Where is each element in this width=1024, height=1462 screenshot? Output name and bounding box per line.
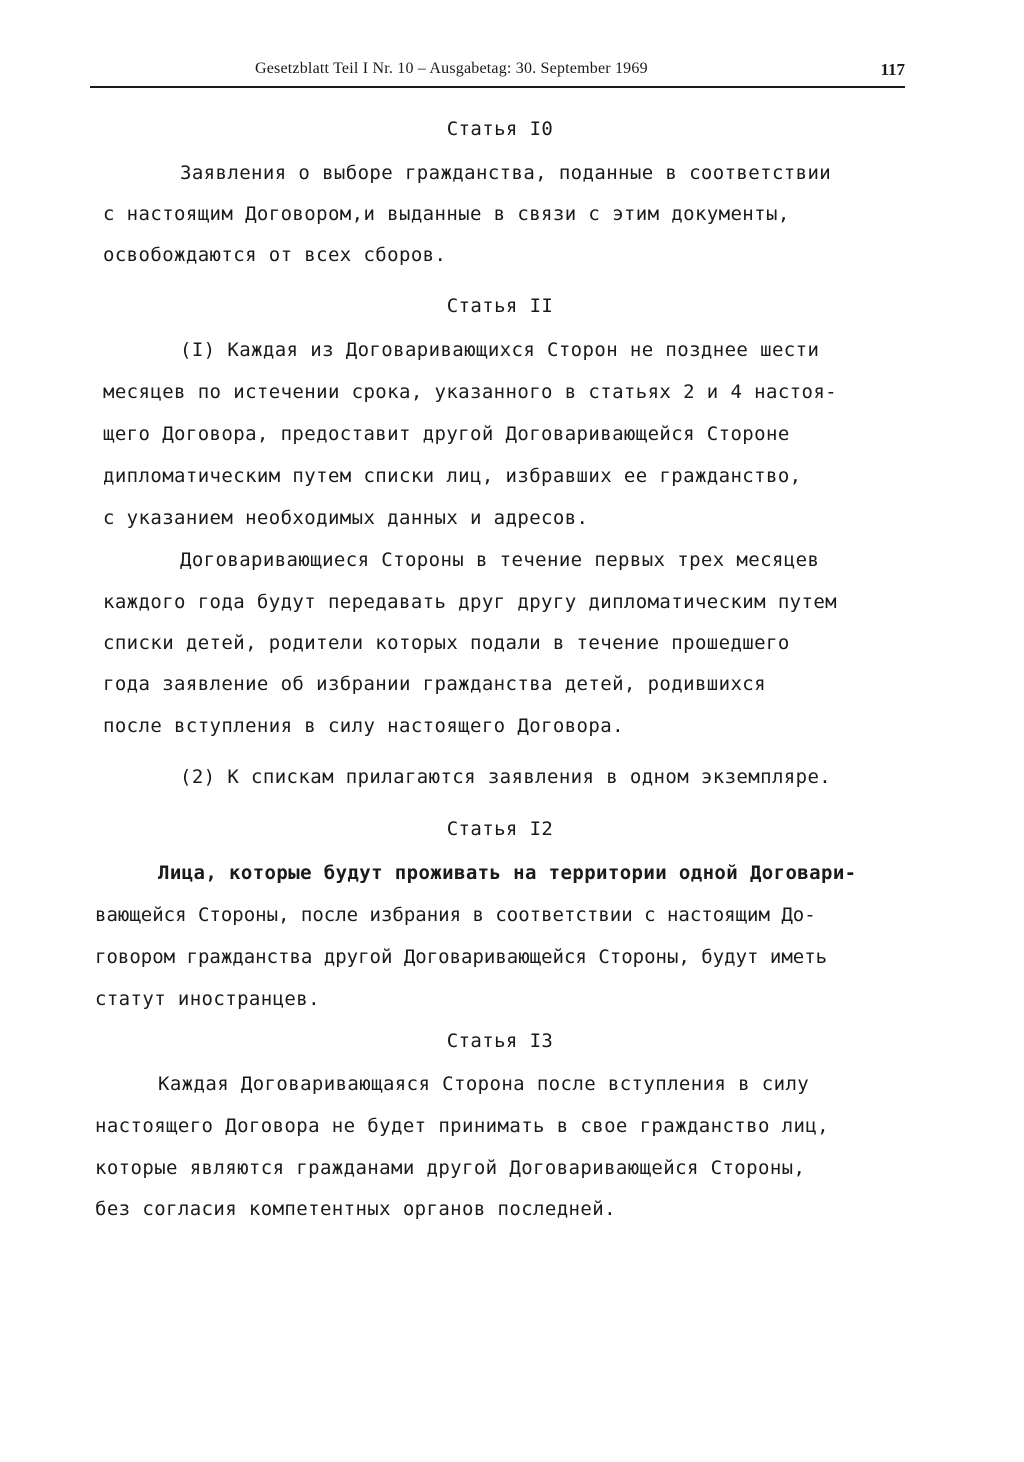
article-13-line-4: без согласия компетентных органов последней.	[95, 1198, 616, 1220]
article-11-line-11: (2) К спискам прилагаются заявления в одном экземпляре.	[180, 766, 832, 788]
article-11-line-8: списки детей, родители которых подали в течение прошедшего	[103, 632, 790, 654]
article-11-line-3: щего Договора, предоставит другой Договаривающейся Стороне	[103, 423, 790, 445]
article-11-line-5: с указанием необходимых данных и адресов.	[103, 507, 589, 529]
article-10-heading: Статья I0	[446, 118, 554, 140]
article-13-heading: Статья I3	[446, 1030, 554, 1052]
article-11-line-4: дипломатическим путем списки лиц, избравших ее гражданство,	[103, 465, 802, 487]
article-10-line-2: с настоящим Договором,и выданные в связи с этим документы,	[103, 203, 790, 225]
article-11-line-2: месяцев по истечении срока, указанного в статьях 2 и 4 настоя-	[103, 381, 838, 403]
article-11-line-10: после вступления в силу настоящего Договора.	[103, 715, 624, 737]
page-header	[90, 54, 905, 88]
article-10-line-1: Заявления о выборе гражданства, поданные в соответствии	[180, 162, 832, 184]
article-11-line-9: года заявление об избрании гражданства детей, родившихся	[103, 673, 766, 695]
article-11-heading: Статья II	[446, 295, 554, 317]
article-11-line-6: Договаривающиеся Стороны в течение первых трех месяцев	[180, 549, 820, 571]
article-13-line-2: настоящего Договора не будет принимать в свое гражданство лиц,	[95, 1115, 830, 1137]
article-12-line-3: говором гражданства другой Договаривающейся Стороны, будут иметь	[95, 946, 828, 968]
article-12-heading: Статья I2	[446, 818, 554, 840]
article-12-line-2: вающейся Стороны, после избрания в соответствии с настоящим До-	[95, 904, 816, 926]
article-13-line-3: которые являются гражданами другой Договаривающейся Стороны,	[95, 1157, 806, 1179]
article-12-line-4: статут иностранцев.	[95, 988, 320, 1010]
article-12-line-1: Лица, которые будут проживать на территории одной Договари-	[158, 862, 857, 884]
page-number: 117	[880, 60, 905, 79]
article-10-line-3: освобождаются от всех сборов.	[103, 244, 447, 266]
article-13-line-1: Каждая Договаривающаяся Сторона после вступления в силу	[158, 1073, 810, 1095]
article-11-line-7: каждого года будут передавать друг другу дипломатическим путем	[103, 591, 838, 613]
article-11-line-1: (I) Каждая из Договаривающихся Сторон не позднее шести	[180, 339, 820, 361]
gazette-title: Gesetzblatt Teil I Nr. 10 – Ausgabetag: 30. September 1969	[255, 60, 648, 77]
